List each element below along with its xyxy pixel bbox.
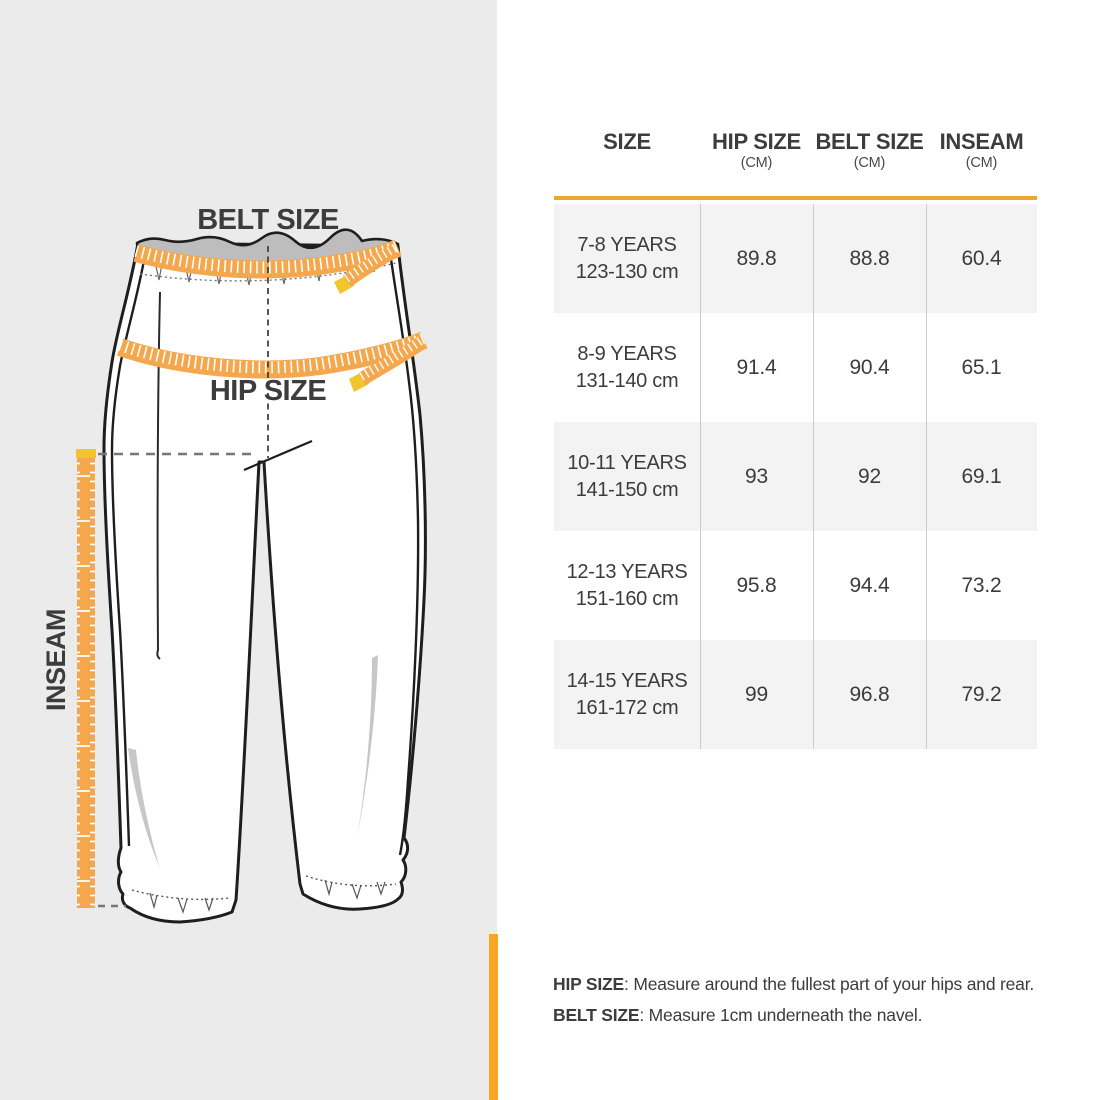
table-row <box>554 531 1037 640</box>
header-inseam: INSEAM (CM) <box>939 129 1024 171</box>
table-header-row <box>554 130 1037 196</box>
header-rule <box>554 196 1037 200</box>
belt-size-note: BELT SIZE: Measure 1cm underneath the navel. <box>553 1005 923 1025</box>
belt-size-note-label: BELT SIZE <box>553 1005 640 1025</box>
size-table <box>554 130 1037 749</box>
cell-hip: 99 <box>745 682 768 706</box>
cell-hip: 93 <box>745 464 768 488</box>
cell-size: 8-9 YEARS 131-140 cm <box>575 342 679 392</box>
pants-outline <box>104 230 425 922</box>
ruler-cap <box>76 449 96 458</box>
cell-belt: 96.8 <box>849 682 890 706</box>
cell-belt: 92 <box>858 464 881 488</box>
table-row <box>554 204 1037 313</box>
column-divider <box>813 204 814 749</box>
belt-size-label: BELT SIZE <box>197 204 339 236</box>
inseam-ruler <box>76 449 96 908</box>
table-row <box>554 640 1037 749</box>
measure-notes <box>553 969 1093 1031</box>
hip-size-note-label: HIP SIZE <box>553 974 625 994</box>
cell-size: 10-11 YEARS 141-150 cm <box>567 451 687 501</box>
column-divider <box>700 204 701 749</box>
cell-belt: 88.8 <box>849 246 890 270</box>
table-row <box>554 422 1037 531</box>
header-hip-size: HIP SIZE (CM) <box>712 129 801 171</box>
cell-size: 14-15 YEARS 161-172 cm <box>566 669 688 719</box>
header-belt-size: BELT SIZE (CM) <box>815 129 924 171</box>
hip-size-label: HIP SIZE <box>209 375 327 407</box>
cell-hip: 91.4 <box>736 355 777 379</box>
accent-bar <box>489 934 498 1100</box>
cell-belt: 94.4 <box>849 573 890 597</box>
cell-size: 12-13 YEARS 151-160 cm <box>566 560 688 610</box>
cell-inseam: 73.2 <box>961 573 1002 597</box>
cell-size: 7-8 YEARS 123-130 cm <box>575 233 679 283</box>
cell-inseam: 65.1 <box>961 355 1002 379</box>
cell-belt: 90.4 <box>849 355 890 379</box>
diagram-panel <box>0 0 497 1100</box>
hip-size-note: HIP SIZE: Measure around the fullest part of your hips and rear. <box>553 974 1035 994</box>
cell-hip: 95.8 <box>736 573 777 597</box>
cell-inseam: 69.1 <box>961 464 1002 488</box>
table-body <box>554 204 1037 749</box>
pants-measure-illustration <box>0 0 497 1100</box>
cell-inseam: 60.4 <box>961 246 1002 270</box>
table-row <box>554 313 1037 422</box>
cell-hip: 89.8 <box>736 246 777 270</box>
cell-inseam: 79.2 <box>961 682 1002 706</box>
header-size: SIZE <box>603 129 651 154</box>
inseam-label: INSEAM <box>41 608 71 712</box>
column-divider <box>926 204 927 749</box>
